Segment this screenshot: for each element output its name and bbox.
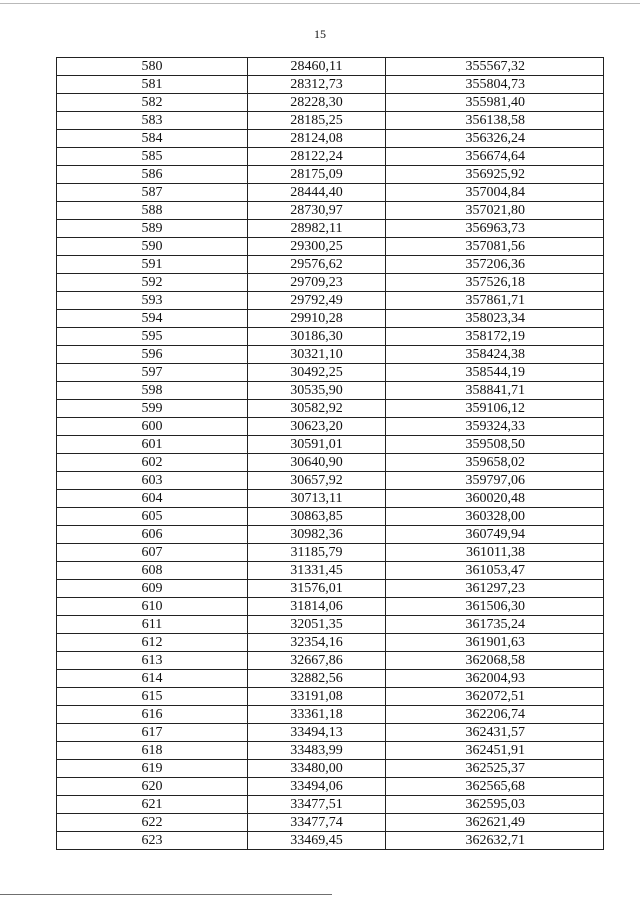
table-row (57, 544, 604, 562)
table-row (57, 256, 604, 274)
y-coordinate-cell: 357861,71 (386, 292, 604, 310)
point-number-cell: 587 (57, 184, 248, 202)
x-coordinate-cell: 31331,45 (248, 562, 386, 580)
table-row (57, 580, 604, 598)
table-row (57, 490, 604, 508)
x-coordinate-cell: 32667,86 (248, 652, 386, 670)
x-coordinate-cell: 28228,30 (248, 94, 386, 112)
table-row (57, 310, 604, 328)
table-row (57, 508, 604, 526)
point-number-cell: 597 (57, 364, 248, 382)
y-coordinate-cell: 355804,73 (386, 76, 604, 94)
y-coordinate-cell: 357206,36 (386, 256, 604, 274)
x-coordinate-cell: 29300,25 (248, 238, 386, 256)
y-coordinate-cell: 361011,38 (386, 544, 604, 562)
point-number-cell: 596 (57, 346, 248, 364)
x-coordinate-cell: 28175,09 (248, 166, 386, 184)
table-row (57, 724, 604, 742)
point-number-cell: 610 (57, 598, 248, 616)
point-number-cell: 594 (57, 310, 248, 328)
y-coordinate-cell: 362621,49 (386, 814, 604, 832)
y-coordinate-cell: 356138,58 (386, 112, 604, 130)
bottom-rule (0, 894, 332, 895)
y-coordinate-cell: 357081,56 (386, 238, 604, 256)
point-number-cell: 595 (57, 328, 248, 346)
point-number-cell: 582 (57, 94, 248, 112)
point-number-cell: 621 (57, 796, 248, 814)
table-row (57, 400, 604, 418)
coordinates-table (56, 57, 604, 850)
y-coordinate-cell: 359658,02 (386, 454, 604, 472)
y-coordinate-cell: 359324,33 (386, 418, 604, 436)
point-number-cell: 601 (57, 436, 248, 454)
point-number-cell: 608 (57, 562, 248, 580)
point-number-cell: 616 (57, 706, 248, 724)
point-number-cell: 584 (57, 130, 248, 148)
table-row (57, 130, 604, 148)
table-row (57, 76, 604, 94)
table-row (57, 454, 604, 472)
x-coordinate-cell: 29709,23 (248, 274, 386, 292)
table-row (57, 184, 604, 202)
x-coordinate-cell: 28124,08 (248, 130, 386, 148)
table-row (57, 760, 604, 778)
table-row (57, 274, 604, 292)
table-row (57, 58, 604, 76)
point-number-cell: 618 (57, 742, 248, 760)
y-coordinate-cell: 356925,92 (386, 166, 604, 184)
x-coordinate-cell: 33477,51 (248, 796, 386, 814)
y-coordinate-cell: 360020,48 (386, 490, 604, 508)
table-row (57, 634, 604, 652)
point-number-cell: 619 (57, 760, 248, 778)
y-coordinate-cell: 358424,38 (386, 346, 604, 364)
x-coordinate-cell: 32051,35 (248, 616, 386, 634)
point-number-cell: 585 (57, 148, 248, 166)
y-coordinate-cell: 361735,24 (386, 616, 604, 634)
x-coordinate-cell: 30640,90 (248, 454, 386, 472)
y-coordinate-cell: 355981,40 (386, 94, 604, 112)
x-coordinate-cell: 30582,92 (248, 400, 386, 418)
table-row (57, 220, 604, 238)
x-coordinate-cell: 33469,45 (248, 832, 386, 850)
table-row (57, 364, 604, 382)
point-number-cell: 622 (57, 814, 248, 832)
point-number-cell: 600 (57, 418, 248, 436)
table-row (57, 778, 604, 796)
x-coordinate-cell: 33494,13 (248, 724, 386, 742)
table-row (57, 94, 604, 112)
x-coordinate-cell: 30186,30 (248, 328, 386, 346)
x-coordinate-cell: 28312,73 (248, 76, 386, 94)
point-number-cell: 592 (57, 274, 248, 292)
y-coordinate-cell: 355567,32 (386, 58, 604, 76)
y-coordinate-cell: 359508,50 (386, 436, 604, 454)
y-coordinate-cell: 362068,58 (386, 652, 604, 670)
x-coordinate-cell: 28730,97 (248, 202, 386, 220)
point-number-cell: 598 (57, 382, 248, 400)
y-coordinate-cell: 358172,19 (386, 328, 604, 346)
point-number-cell: 602 (57, 454, 248, 472)
y-coordinate-cell: 356326,24 (386, 130, 604, 148)
x-coordinate-cell: 31814,06 (248, 598, 386, 616)
point-number-cell: 599 (57, 400, 248, 418)
point-number-cell: 606 (57, 526, 248, 544)
x-coordinate-cell: 30657,92 (248, 472, 386, 490)
y-coordinate-cell: 361506,30 (386, 598, 604, 616)
point-number-cell: 580 (57, 58, 248, 76)
table-row (57, 742, 604, 760)
point-number-cell: 589 (57, 220, 248, 238)
x-coordinate-cell: 30863,85 (248, 508, 386, 526)
point-number-cell: 620 (57, 778, 248, 796)
point-number-cell: 613 (57, 652, 248, 670)
y-coordinate-cell: 358544,19 (386, 364, 604, 382)
x-coordinate-cell: 33191,08 (248, 688, 386, 706)
x-coordinate-cell: 30623,20 (248, 418, 386, 436)
point-number-cell: 583 (57, 112, 248, 130)
table-row (57, 652, 604, 670)
table-row (57, 292, 604, 310)
point-number-cell: 588 (57, 202, 248, 220)
table-row (57, 832, 604, 850)
table-row (57, 148, 604, 166)
x-coordinate-cell: 28122,24 (248, 148, 386, 166)
y-coordinate-cell: 362565,68 (386, 778, 604, 796)
table-row (57, 418, 604, 436)
x-coordinate-cell: 33483,99 (248, 742, 386, 760)
table-row (57, 382, 604, 400)
table-row (57, 328, 604, 346)
y-coordinate-cell: 361053,47 (386, 562, 604, 580)
point-number-cell: 590 (57, 238, 248, 256)
top-rule (0, 3, 640, 4)
table-row (57, 796, 604, 814)
table-row (57, 688, 604, 706)
table-row (57, 472, 604, 490)
x-coordinate-cell: 30492,25 (248, 364, 386, 382)
point-number-cell: 603 (57, 472, 248, 490)
y-coordinate-cell: 362632,71 (386, 832, 604, 850)
x-coordinate-cell: 31576,01 (248, 580, 386, 598)
table-row (57, 562, 604, 580)
table-row (57, 814, 604, 832)
table-row (57, 436, 604, 454)
table-row (57, 202, 604, 220)
y-coordinate-cell: 362206,74 (386, 706, 604, 724)
x-coordinate-cell: 32354,16 (248, 634, 386, 652)
x-coordinate-cell: 29910,28 (248, 310, 386, 328)
y-coordinate-cell: 360328,00 (386, 508, 604, 526)
point-number-cell: 605 (57, 508, 248, 526)
y-coordinate-cell: 362431,57 (386, 724, 604, 742)
y-coordinate-cell: 360749,94 (386, 526, 604, 544)
y-coordinate-cell: 357004,84 (386, 184, 604, 202)
x-coordinate-cell: 31185,79 (248, 544, 386, 562)
y-coordinate-cell: 358841,71 (386, 382, 604, 400)
table-row (57, 598, 604, 616)
x-coordinate-cell: 30535,90 (248, 382, 386, 400)
table-row (57, 238, 604, 256)
table-row (57, 166, 604, 184)
point-number-cell: 614 (57, 670, 248, 688)
point-number-cell: 611 (57, 616, 248, 634)
x-coordinate-cell: 33480,00 (248, 760, 386, 778)
x-coordinate-cell: 28444,40 (248, 184, 386, 202)
y-coordinate-cell: 362072,51 (386, 688, 604, 706)
y-coordinate-cell: 358023,34 (386, 310, 604, 328)
x-coordinate-cell: 33477,74 (248, 814, 386, 832)
point-number-cell: 617 (57, 724, 248, 742)
point-number-cell: 607 (57, 544, 248, 562)
point-number-cell: 612 (57, 634, 248, 652)
point-number-cell: 581 (57, 76, 248, 94)
table-row (57, 616, 604, 634)
x-coordinate-cell: 33494,06 (248, 778, 386, 796)
x-coordinate-cell: 32882,56 (248, 670, 386, 688)
point-number-cell: 586 (57, 166, 248, 184)
table-row (57, 346, 604, 364)
point-number-cell: 593 (57, 292, 248, 310)
x-coordinate-cell: 28982,11 (248, 220, 386, 238)
point-number-cell: 591 (57, 256, 248, 274)
y-coordinate-cell: 359797,06 (386, 472, 604, 490)
y-coordinate-cell: 361901,63 (386, 634, 604, 652)
y-coordinate-cell: 357021,80 (386, 202, 604, 220)
x-coordinate-cell: 30982,36 (248, 526, 386, 544)
y-coordinate-cell: 356963,73 (386, 220, 604, 238)
table-row (57, 112, 604, 130)
y-coordinate-cell: 356674,64 (386, 148, 604, 166)
y-coordinate-cell: 362525,37 (386, 760, 604, 778)
y-coordinate-cell: 361297,23 (386, 580, 604, 598)
x-coordinate-cell: 28460,11 (248, 58, 386, 76)
x-coordinate-cell: 30713,11 (248, 490, 386, 508)
x-coordinate-cell: 28185,25 (248, 112, 386, 130)
table-row (57, 706, 604, 724)
x-coordinate-cell: 30591,01 (248, 436, 386, 454)
table-row (57, 526, 604, 544)
x-coordinate-cell: 29576,62 (248, 256, 386, 274)
y-coordinate-cell: 362595,03 (386, 796, 604, 814)
table-row (57, 670, 604, 688)
y-coordinate-cell: 357526,18 (386, 274, 604, 292)
point-number-cell: 609 (57, 580, 248, 598)
x-coordinate-cell: 29792,49 (248, 292, 386, 310)
y-coordinate-cell: 362451,91 (386, 742, 604, 760)
x-coordinate-cell: 30321,10 (248, 346, 386, 364)
table-body (57, 58, 604, 850)
point-number-cell: 615 (57, 688, 248, 706)
y-coordinate-cell: 362004,93 (386, 670, 604, 688)
y-coordinate-cell: 359106,12 (386, 400, 604, 418)
point-number-cell: 604 (57, 490, 248, 508)
page-number: 15 (314, 27, 326, 41)
point-number-cell: 623 (57, 832, 248, 850)
x-coordinate-cell: 33361,18 (248, 706, 386, 724)
